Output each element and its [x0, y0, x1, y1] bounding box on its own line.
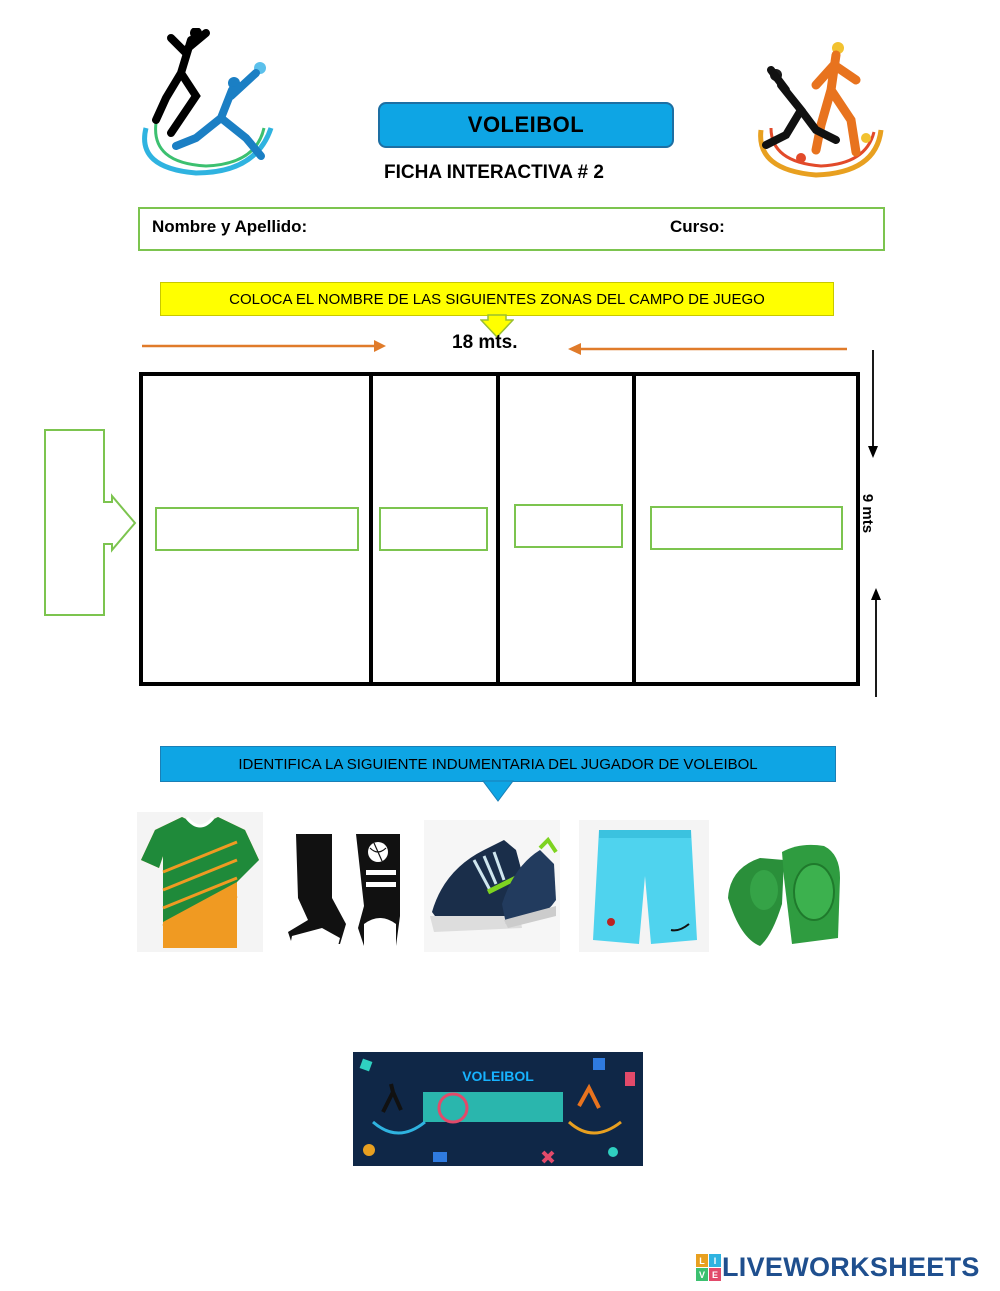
equipment-instruction-banner — [160, 746, 836, 782]
equipment-instruction-text: IDENTIFICA LA SIGUIENTE INDUMENTARIA DEL JUGADOR DE VOLEIBOL — [238, 755, 758, 773]
width-arrow-up-icon — [869, 587, 883, 699]
badge-letter-i: I — [713, 1255, 717, 1266]
badge-letter-l: L — [699, 1255, 705, 1266]
volleyball-players-logo-left — [136, 28, 276, 178]
badge-letter-e: E — [711, 1269, 719, 1280]
zone-answer-input-1[interactable] — [155, 507, 359, 551]
blue-down-arrow-icon — [482, 780, 514, 802]
court-length-label: 18 mts. — [452, 332, 518, 353]
knee-pads-image — [720, 838, 850, 952]
title-box — [378, 102, 674, 148]
court-line-3 — [632, 372, 636, 686]
zone-answer-input-2[interactable] — [379, 507, 488, 551]
court-width-label: 9 mts — [859, 493, 877, 534]
liveworksheets-badge-icon — [696, 1254, 722, 1282]
length-arrow-right-icon — [140, 339, 390, 353]
length-arrow-left-icon — [565, 342, 850, 356]
liveworksheets-brand — [696, 1252, 980, 1283]
footer-banner-art — [353, 1052, 643, 1166]
liveworksheets-brand-name: LIVEWORKSHEETS — [722, 1252, 980, 1282]
shoes-image — [424, 820, 560, 952]
zones-instruction-text: COLOCA EL NOMBRE DE LAS SIGUIENTES ZONAS DEL CAMPO DE JUEGO — [229, 290, 765, 308]
socks-image — [284, 828, 406, 950]
court-line-1 — [369, 372, 373, 686]
zone-answer-input-4[interactable] — [650, 506, 843, 550]
jersey-image — [137, 812, 263, 952]
course-label: Curso: — [670, 217, 725, 236]
width-arrow-down-icon — [866, 348, 880, 460]
page-title: VOLEIBOL — [467, 112, 585, 137]
volleyball-players-logo-right — [756, 40, 886, 180]
page-subtitle: FICHA INTERACTIVA # 2 — [384, 162, 604, 183]
zone-answer-input-3[interactable] — [514, 504, 623, 548]
shorts-image — [579, 820, 709, 952]
name-label: Nombre y Apellido: — [152, 217, 308, 236]
footer-banner-image — [353, 1052, 643, 1166]
left-zone-answer-arrow-box[interactable] — [42, 428, 138, 618]
zones-instruction-banner — [160, 282, 834, 316]
court-center-line — [496, 372, 500, 686]
footer-banner-title: VOLEIBOL — [462, 1068, 534, 1084]
badge-letter-v: V — [698, 1269, 706, 1280]
